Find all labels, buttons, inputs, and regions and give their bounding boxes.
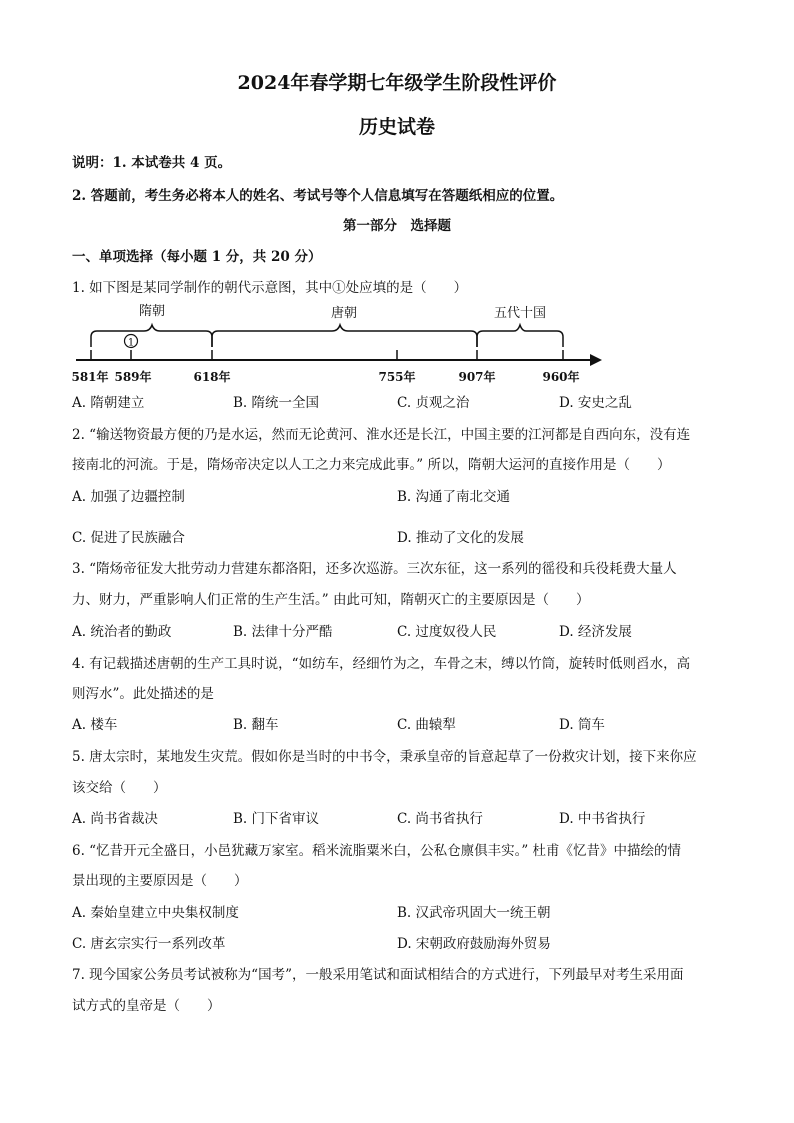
q4-option-a[interactable]: A. 楼车 — [72, 717, 118, 733]
sui-brace — [91, 325, 212, 347]
marker-1: 1 — [127, 337, 135, 349]
q6-option-d[interactable]: D. 宋朝政府鼓励海外贸易 — [397, 936, 551, 952]
question-1-stem: 1. 如下图是某同学制作的朝代示意图，其中①处应填的是（ ） — [72, 280, 468, 296]
q6-option-a[interactable]: A. 秦始皇建立中央集权制度 — [72, 905, 239, 921]
q3-option-b[interactable]: B. 法律十分严酷 — [233, 624, 333, 640]
year-907: 907年 — [458, 370, 496, 384]
q5-option-c[interactable]: C. 尚书省执行 — [397, 811, 483, 827]
dynasty-timeline — [66, 295, 606, 390]
q1-option-d[interactable]: D. 安史之乱 — [559, 395, 632, 411]
q5-option-b[interactable]: B. 门下省审议 — [233, 811, 320, 827]
exam-title: 2024年春学期七年级学生阶段性评价 — [237, 72, 557, 94]
q2-option-d[interactable]: D. 推动了文化的发展 — [397, 530, 524, 546]
q1-option-c[interactable]: C. 贞观之治 — [397, 395, 470, 411]
part-heading: 第一部分 选择题 — [343, 218, 451, 234]
q1-option-a[interactable]: A. 隋朝建立 — [72, 395, 145, 411]
label-sui: 隋朝 — [138, 304, 166, 319]
question-7-stem-line1: 7. 现今国家公务员考试被称为“国考”，一般采用笔试和面试相结合的方式进行，下列最早对考生采用面 — [72, 967, 684, 983]
question-6-stem-line2: 景出现的主要原因是（ ） — [72, 873, 248, 889]
q2-option-b[interactable]: B. 沟通了南北交通 — [397, 489, 511, 505]
label-tang: 唐朝 — [330, 306, 358, 321]
timeline-arrow — [590, 354, 602, 366]
q5-option-a[interactable]: A. 尚书省裁决 — [72, 811, 158, 827]
question-5-stem-line1: 5. 唐太宗时，某地发生灾荒。假如你是当时的中书令，秉承皇帝的旨意起草了一份救灾计划，接下来你应 — [72, 749, 697, 765]
q1-option-b[interactable]: B. 隋统一全国 — [233, 395, 320, 411]
q2-option-c[interactable]: C. 促进了民族融合 — [72, 530, 185, 546]
exam-subtitle: 历史试卷 — [358, 116, 435, 138]
q2-option-a[interactable]: A. 加强了边疆控制 — [72, 489, 185, 505]
question-5-stem-line2: 该交给（ ） — [72, 780, 167, 796]
year-755: 755年 — [378, 370, 416, 384]
question-3-stem-line1: 3. “隋炀帝征发大批劳动力营建东都洛阳，还多次巡游。三次东征，这一系列的徭役和兵役耗费大量人 — [72, 561, 677, 577]
question-6-stem-line1: 6. “忆昔开元全盛日，小邑犹藏万家室。稻米流脂粟米白，公私仓廪俱丰实。” 杜甫《忆昔》中描绘的情 — [72, 843, 682, 859]
question-4-stem-line1: 4. 有记载描述唐朝的生产工具时说，“如纺车，经细竹为之，车骨之末，缚以竹筒，旋转时低则舀水，高 — [72, 656, 691, 672]
q4-option-c[interactable]: C. 曲辕犁 — [397, 717, 456, 733]
section-heading: 一、单项选择（每小题 1 分，共 20 分） — [72, 249, 322, 265]
q6-option-b[interactable]: B. 汉武帝巩固大一统王朝 — [397, 905, 551, 921]
year-618: 618年 — [193, 370, 231, 384]
wudai-brace — [477, 325, 563, 347]
question-2-stem-line2: 接南北的河流。于是，隋炀帝决定以人工之力来完成此事。” 所以，隋朝大运河的直接作用是（ ） — [72, 457, 671, 473]
question-4-stem-line2: 则泻水”。此处描述的是 — [72, 686, 214, 702]
q3-option-a[interactable]: A. 统治者的勤政 — [72, 624, 172, 640]
q3-option-d[interactable]: D. 经济发展 — [559, 624, 632, 640]
question-3-stem-line2: 力、财力，严重影响人们正常的生产生活。” 由此可知，隋朝灭亡的主要原因是（ ） — [72, 592, 590, 608]
year-589: 589年 — [114, 370, 152, 384]
question-7-stem-line2: 试方式的皇帝是（ ） — [72, 998, 221, 1014]
q5-option-d[interactable]: D. 中书省执行 — [559, 811, 646, 827]
q3-option-c[interactable]: C. 过度奴役人民 — [397, 624, 497, 640]
q4-option-d[interactable]: D. 筒车 — [559, 717, 605, 733]
q6-option-c[interactable]: C. 唐玄宗实行一系列改革 — [72, 936, 226, 952]
year-960: 960年 — [542, 370, 580, 384]
q4-option-b[interactable]: B. 翻车 — [233, 717, 279, 733]
label-wudai: 五代十国 — [493, 306, 547, 321]
question-2-stem-line1: 2. “输送物资最方便的乃是水运，然而无论黄河、淮水还是长江，中国主要的江河都是自西向东，没有连 — [72, 427, 691, 443]
tang-brace — [212, 325, 477, 347]
note-2: 2. 答题前，考生务必将本人的姓名、考试号等个人信息填写在答题纸相应的位置。 — [72, 188, 564, 204]
year-581: 581年 — [71, 370, 109, 384]
note-1: 说明：1. 本试卷共 4 页。 — [72, 155, 232, 171]
